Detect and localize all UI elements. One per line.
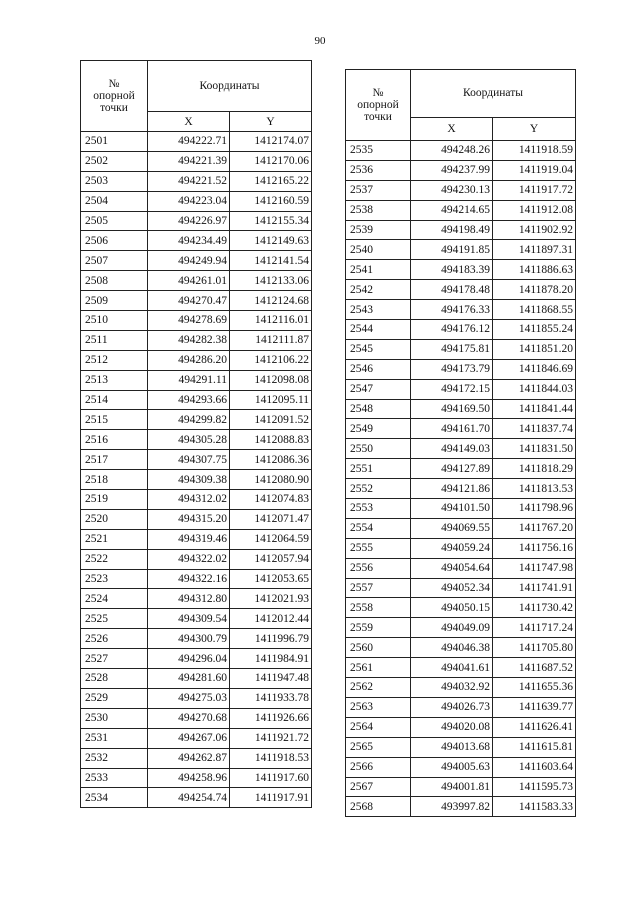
x-coordinate-cell: 494221.39 <box>148 151 230 171</box>
table-row <box>346 220 576 240</box>
x-coordinate-cell: 494149.03 <box>411 439 493 459</box>
point-number-cell: 2518 <box>81 470 148 490</box>
table-row <box>346 240 576 260</box>
x-coordinate-cell: 494032.92 <box>411 678 493 698</box>
x-coordinate-cell: 494296.04 <box>148 649 230 669</box>
y-coordinate-cell: 1412141.54 <box>230 251 312 271</box>
x-coordinate-cell: 494046.38 <box>411 638 493 658</box>
point-number-cell: 2531 <box>81 728 148 748</box>
table-row <box>346 200 576 220</box>
table-row <box>346 459 576 479</box>
y-coordinate-cell: 1411717.24 <box>493 618 576 638</box>
table-row <box>81 768 312 788</box>
table-row <box>346 777 576 797</box>
table-row <box>346 339 576 359</box>
coordinates-table-left <box>80 60 312 808</box>
x-coordinate-cell: 494309.38 <box>148 470 230 490</box>
y-coordinate-cell: 1411615.81 <box>493 737 576 757</box>
point-number-cell: 2524 <box>81 589 148 609</box>
point-number-cell: 2567 <box>346 777 411 797</box>
y-coordinate-cell: 1412098.08 <box>230 370 312 390</box>
y-coordinate-cell: 1411747.98 <box>493 558 576 578</box>
point-number-cell: 2560 <box>346 638 411 658</box>
y-coordinate-cell: 1411917.60 <box>230 768 312 788</box>
point-number-cell: 2537 <box>346 180 411 200</box>
table-row <box>346 658 576 678</box>
y-coordinate-cell: 1411921.72 <box>230 728 312 748</box>
y-coordinate-cell: 1411855.24 <box>493 320 576 340</box>
point-number-cell: 2547 <box>346 379 411 399</box>
x-coordinate-cell: 494049.09 <box>411 618 493 638</box>
header-coordinates: Координаты <box>148 61 312 112</box>
point-number-cell: 2506 <box>81 231 148 251</box>
point-number-cell: 2545 <box>346 339 411 359</box>
x-coordinate-cell: 494322.02 <box>148 549 230 569</box>
y-coordinate-cell: 1412095.11 <box>230 390 312 410</box>
table-row <box>346 359 576 379</box>
point-number-cell: 2541 <box>346 260 411 280</box>
x-coordinate-cell: 494286.20 <box>148 350 230 370</box>
table-row <box>346 379 576 399</box>
x-coordinate-cell: 494249.94 <box>148 251 230 271</box>
table-row <box>346 280 576 300</box>
x-coordinate-cell: 494221.52 <box>148 171 230 191</box>
point-number-cell: 2557 <box>346 578 411 598</box>
x-coordinate-cell: 494198.49 <box>411 220 493 240</box>
x-coordinate-cell: 494013.68 <box>411 737 493 757</box>
table-row <box>81 629 312 649</box>
header-point-line1: опорной <box>357 99 399 111</box>
x-coordinate-cell: 494262.87 <box>148 748 230 768</box>
x-coordinate-cell: 493997.82 <box>411 797 493 817</box>
x-coordinate-cell: 494291.11 <box>148 370 230 390</box>
x-coordinate-cell: 494248.26 <box>411 141 493 161</box>
y-coordinate-cell: 1411844.03 <box>493 379 576 399</box>
x-coordinate-cell: 494309.54 <box>148 609 230 629</box>
header-y: Y <box>230 112 312 132</box>
point-number-cell: 2510 <box>81 311 148 331</box>
header-x: X <box>148 112 230 132</box>
point-number-cell: 2536 <box>346 160 411 180</box>
table-row <box>346 399 576 419</box>
header-point-line1: опорной <box>93 90 135 102</box>
right-table-body <box>346 141 576 817</box>
point-number-cell: 2505 <box>81 211 148 231</box>
point-number-cell: 2504 <box>81 191 148 211</box>
point-number-cell: 2521 <box>81 529 148 549</box>
y-coordinate-cell: 1412088.83 <box>230 430 312 450</box>
point-number-cell: 2534 <box>81 788 148 808</box>
header-coordinates: Координаты <box>411 70 576 118</box>
table-row <box>81 748 312 768</box>
x-coordinate-cell: 494267.06 <box>148 728 230 748</box>
y-coordinate-cell: 1411583.33 <box>493 797 576 817</box>
x-coordinate-cell: 494005.63 <box>411 757 493 777</box>
y-coordinate-cell: 1412155.34 <box>230 211 312 231</box>
table-row <box>81 529 312 549</box>
point-number-cell: 2527 <box>81 649 148 669</box>
table-row <box>81 410 312 430</box>
point-number-cell: 2525 <box>81 609 148 629</box>
x-coordinate-cell: 494041.61 <box>411 658 493 678</box>
table-row <box>81 291 312 311</box>
y-coordinate-cell: 1411851.20 <box>493 339 576 359</box>
table-row <box>81 390 312 410</box>
y-coordinate-cell: 1411918.59 <box>493 141 576 161</box>
table-row <box>81 171 312 191</box>
table-row <box>81 549 312 569</box>
point-number-cell: 2533 <box>81 768 148 788</box>
point-number-cell: 2528 <box>81 669 148 689</box>
header-point-line2: точки <box>364 111 392 123</box>
x-coordinate-cell: 494176.33 <box>411 300 493 320</box>
point-number-cell: 2535 <box>346 141 411 161</box>
x-coordinate-cell: 494322.16 <box>148 569 230 589</box>
y-coordinate-cell: 1412074.83 <box>230 490 312 510</box>
y-coordinate-cell: 1411886.63 <box>493 260 576 280</box>
y-coordinate-cell: 1411687.52 <box>493 658 576 678</box>
y-coordinate-cell: 1412106.22 <box>230 350 312 370</box>
y-coordinate-cell: 1412086.36 <box>230 450 312 470</box>
point-number-cell: 2530 <box>81 708 148 728</box>
x-coordinate-cell: 494175.81 <box>411 339 493 359</box>
x-coordinate-cell: 494278.69 <box>148 311 230 331</box>
table-row <box>81 311 312 331</box>
point-number-cell: 2538 <box>346 200 411 220</box>
y-coordinate-cell: 1411996.79 <box>230 629 312 649</box>
x-coordinate-cell: 494307.75 <box>148 450 230 470</box>
point-number-cell: 2548 <box>346 399 411 419</box>
y-coordinate-cell: 1411846.69 <box>493 359 576 379</box>
table-row <box>81 132 312 152</box>
table-row <box>346 697 576 717</box>
point-number-cell: 2526 <box>81 629 148 649</box>
y-coordinate-cell: 1411818.29 <box>493 459 576 479</box>
point-number-cell: 2565 <box>346 737 411 757</box>
point-number-cell: 2522 <box>81 549 148 569</box>
table-row <box>346 419 576 439</box>
header-point-number <box>81 61 148 132</box>
x-coordinate-cell: 494261.01 <box>148 271 230 291</box>
y-coordinate-cell: 1411655.36 <box>493 678 576 698</box>
y-coordinate-cell: 1412064.59 <box>230 529 312 549</box>
table-row <box>346 578 576 598</box>
table-row <box>81 569 312 589</box>
x-coordinate-cell: 494172.15 <box>411 379 493 399</box>
point-number-cell: 2540 <box>346 240 411 260</box>
y-coordinate-cell: 1411897.31 <box>493 240 576 260</box>
y-coordinate-cell: 1411741.91 <box>493 578 576 598</box>
y-coordinate-cell: 1412111.87 <box>230 330 312 350</box>
y-coordinate-cell: 1411902.92 <box>493 220 576 240</box>
x-coordinate-cell: 494183.39 <box>411 260 493 280</box>
x-coordinate-cell: 494305.28 <box>148 430 230 450</box>
table-row <box>346 538 576 558</box>
y-coordinate-cell: 1411912.08 <box>493 200 576 220</box>
y-coordinate-cell: 1411603.64 <box>493 757 576 777</box>
point-number-cell: 2561 <box>346 658 411 678</box>
y-coordinate-cell: 1411837.74 <box>493 419 576 439</box>
point-number-cell: 2515 <box>81 410 148 430</box>
x-coordinate-cell: 494054.64 <box>411 558 493 578</box>
y-coordinate-cell: 1411705.80 <box>493 638 576 658</box>
y-coordinate-cell: 1412080.90 <box>230 470 312 490</box>
x-coordinate-cell: 494001.81 <box>411 777 493 797</box>
table-row <box>81 350 312 370</box>
x-coordinate-cell: 494223.04 <box>148 191 230 211</box>
y-coordinate-cell: 1412174.07 <box>230 132 312 152</box>
y-coordinate-cell: 1412133.06 <box>230 271 312 291</box>
table-row <box>81 191 312 211</box>
x-coordinate-cell: 494281.60 <box>148 669 230 689</box>
x-coordinate-cell: 494258.96 <box>148 768 230 788</box>
point-number-cell: 2507 <box>81 251 148 271</box>
table-row <box>81 271 312 291</box>
y-coordinate-cell: 1411919.04 <box>493 160 576 180</box>
y-coordinate-cell: 1411756.16 <box>493 538 576 558</box>
y-coordinate-cell: 1411917.91 <box>230 788 312 808</box>
point-number-cell: 2549 <box>346 419 411 439</box>
left-table-body <box>81 132 312 808</box>
x-coordinate-cell: 494173.79 <box>411 359 493 379</box>
header-y: Y <box>493 117 576 140</box>
table-row <box>346 618 576 638</box>
coordinates-table-right <box>345 69 576 817</box>
point-number-cell: 2551 <box>346 459 411 479</box>
y-coordinate-cell: 1412160.59 <box>230 191 312 211</box>
table-row <box>81 231 312 251</box>
table-row <box>346 757 576 777</box>
point-number-cell: 2563 <box>346 697 411 717</box>
x-coordinate-cell: 494069.55 <box>411 518 493 538</box>
x-coordinate-cell: 494312.80 <box>148 589 230 609</box>
point-number-cell: 2558 <box>346 598 411 618</box>
y-coordinate-cell: 1411639.77 <box>493 697 576 717</box>
header-point-sign: № <box>372 87 384 99</box>
y-coordinate-cell: 1412124.68 <box>230 291 312 311</box>
y-coordinate-cell: 1412071.47 <box>230 509 312 529</box>
x-coordinate-cell: 494127.89 <box>411 459 493 479</box>
y-coordinate-cell: 1411841.44 <box>493 399 576 419</box>
x-coordinate-cell: 494178.48 <box>411 280 493 300</box>
table-row <box>81 211 312 231</box>
point-number-cell: 2550 <box>346 439 411 459</box>
table-row <box>81 450 312 470</box>
table-row <box>346 260 576 280</box>
point-number-cell: 2511 <box>81 330 148 350</box>
x-coordinate-cell: 494101.50 <box>411 499 493 519</box>
table-row <box>81 430 312 450</box>
point-number-cell: 2516 <box>81 430 148 450</box>
point-number-cell: 2520 <box>81 509 148 529</box>
y-coordinate-cell: 1412149.63 <box>230 231 312 251</box>
point-number-cell: 2564 <box>346 717 411 737</box>
y-coordinate-cell: 1411798.96 <box>493 499 576 519</box>
table-row <box>346 180 576 200</box>
point-number-cell: 2553 <box>346 499 411 519</box>
y-coordinate-cell: 1412116.01 <box>230 311 312 331</box>
y-coordinate-cell: 1411984.91 <box>230 649 312 669</box>
table-row <box>81 609 312 629</box>
table-row <box>346 717 576 737</box>
point-number-cell: 2529 <box>81 688 148 708</box>
table-row <box>81 251 312 271</box>
point-number-cell: 2562 <box>346 678 411 698</box>
table-row <box>346 638 576 658</box>
point-number-cell: 2513 <box>81 370 148 390</box>
y-coordinate-cell: 1411767.20 <box>493 518 576 538</box>
table-row <box>346 598 576 618</box>
x-coordinate-cell: 494222.71 <box>148 132 230 152</box>
x-coordinate-cell: 494282.38 <box>148 330 230 350</box>
table-row <box>81 490 312 510</box>
x-coordinate-cell: 494299.82 <box>148 410 230 430</box>
y-coordinate-cell: 1412012.44 <box>230 609 312 629</box>
table-row <box>81 649 312 669</box>
table-row <box>346 558 576 578</box>
y-coordinate-cell: 1412053.65 <box>230 569 312 589</box>
table-row <box>81 688 312 708</box>
x-coordinate-cell: 494254.74 <box>148 788 230 808</box>
x-coordinate-cell: 494059.24 <box>411 538 493 558</box>
point-number-cell: 2503 <box>81 171 148 191</box>
y-coordinate-cell: 1411831.50 <box>493 439 576 459</box>
table-row <box>346 797 576 817</box>
point-number-cell: 2523 <box>81 569 148 589</box>
point-number-cell: 2501 <box>81 132 148 152</box>
table-row <box>81 330 312 350</box>
point-number-cell: 2552 <box>346 479 411 499</box>
point-number-cell: 2566 <box>346 757 411 777</box>
x-coordinate-cell: 494020.08 <box>411 717 493 737</box>
table-row <box>81 370 312 390</box>
point-number-cell: 2559 <box>346 618 411 638</box>
point-number-cell: 2542 <box>346 280 411 300</box>
y-coordinate-cell: 1411813.53 <box>493 479 576 499</box>
table-row <box>81 728 312 748</box>
y-coordinate-cell: 1411868.55 <box>493 300 576 320</box>
y-coordinate-cell: 1411626.41 <box>493 717 576 737</box>
point-number-cell: 2519 <box>81 490 148 510</box>
point-number-cell: 2514 <box>81 390 148 410</box>
x-coordinate-cell: 494026.73 <box>411 697 493 717</box>
x-coordinate-cell: 494319.46 <box>148 529 230 549</box>
header-x: X <box>411 117 493 140</box>
x-coordinate-cell: 494169.50 <box>411 399 493 419</box>
table-row <box>81 788 312 808</box>
y-coordinate-cell: 1411933.78 <box>230 688 312 708</box>
point-number-cell: 2509 <box>81 291 148 311</box>
table-row <box>346 141 576 161</box>
x-coordinate-cell: 494293.66 <box>148 390 230 410</box>
table-row <box>346 479 576 499</box>
point-number-cell: 2502 <box>81 151 148 171</box>
header-point-line2: точки <box>100 102 128 114</box>
point-number-cell: 2546 <box>346 359 411 379</box>
x-coordinate-cell: 494312.02 <box>148 490 230 510</box>
table-row <box>346 300 576 320</box>
point-number-cell: 2556 <box>346 558 411 578</box>
y-coordinate-cell: 1411595.73 <box>493 777 576 797</box>
x-coordinate-cell: 494315.20 <box>148 509 230 529</box>
x-coordinate-cell: 494191.85 <box>411 240 493 260</box>
y-coordinate-cell: 1411878.20 <box>493 280 576 300</box>
table-row <box>346 160 576 180</box>
table-row <box>81 669 312 689</box>
table-row <box>346 737 576 757</box>
table-row <box>81 589 312 609</box>
point-number-cell: 2517 <box>81 450 148 470</box>
x-coordinate-cell: 494161.70 <box>411 419 493 439</box>
x-coordinate-cell: 494176.12 <box>411 320 493 340</box>
point-number-cell: 2512 <box>81 350 148 370</box>
header-point-number <box>346 70 411 141</box>
x-coordinate-cell: 494300.79 <box>148 629 230 649</box>
x-coordinate-cell: 494237.99 <box>411 160 493 180</box>
y-coordinate-cell: 1412021.93 <box>230 589 312 609</box>
point-number-cell: 2554 <box>346 518 411 538</box>
y-coordinate-cell: 1411918.53 <box>230 748 312 768</box>
point-number-cell: 2508 <box>81 271 148 291</box>
point-number-cell: 2539 <box>346 220 411 240</box>
y-coordinate-cell: 1412057.94 <box>230 549 312 569</box>
point-number-cell: 2568 <box>346 797 411 817</box>
x-coordinate-cell: 494121.86 <box>411 479 493 499</box>
header-point-sign: № <box>108 78 120 90</box>
y-coordinate-cell: 1412170.06 <box>230 151 312 171</box>
y-coordinate-cell: 1411730.42 <box>493 598 576 618</box>
x-coordinate-cell: 494226.97 <box>148 211 230 231</box>
point-number-cell: 2532 <box>81 748 148 768</box>
table-row <box>81 470 312 490</box>
x-coordinate-cell: 494275.03 <box>148 688 230 708</box>
x-coordinate-cell: 494052.34 <box>411 578 493 598</box>
y-coordinate-cell: 1412091.52 <box>230 410 312 430</box>
y-coordinate-cell: 1411947.48 <box>230 669 312 689</box>
table-row <box>346 678 576 698</box>
y-coordinate-cell: 1412165.22 <box>230 171 312 191</box>
y-coordinate-cell: 1411926.66 <box>230 708 312 728</box>
table-row <box>81 509 312 529</box>
x-coordinate-cell: 494270.47 <box>148 291 230 311</box>
table-row <box>346 499 576 519</box>
point-number-cell: 2544 <box>346 320 411 340</box>
y-coordinate-cell: 1411917.72 <box>493 180 576 200</box>
table-row <box>346 439 576 459</box>
x-coordinate-cell: 494050.15 <box>411 598 493 618</box>
page-number: 90 <box>314 35 326 47</box>
point-number-cell: 2555 <box>346 538 411 558</box>
table-row <box>346 518 576 538</box>
table-row <box>81 708 312 728</box>
x-coordinate-cell: 494270.68 <box>148 708 230 728</box>
x-coordinate-cell: 494234.49 <box>148 231 230 251</box>
x-coordinate-cell: 494214.65 <box>411 200 493 220</box>
point-number-cell: 2543 <box>346 300 411 320</box>
table-row <box>81 151 312 171</box>
table-row <box>346 320 576 340</box>
x-coordinate-cell: 494230.13 <box>411 180 493 200</box>
